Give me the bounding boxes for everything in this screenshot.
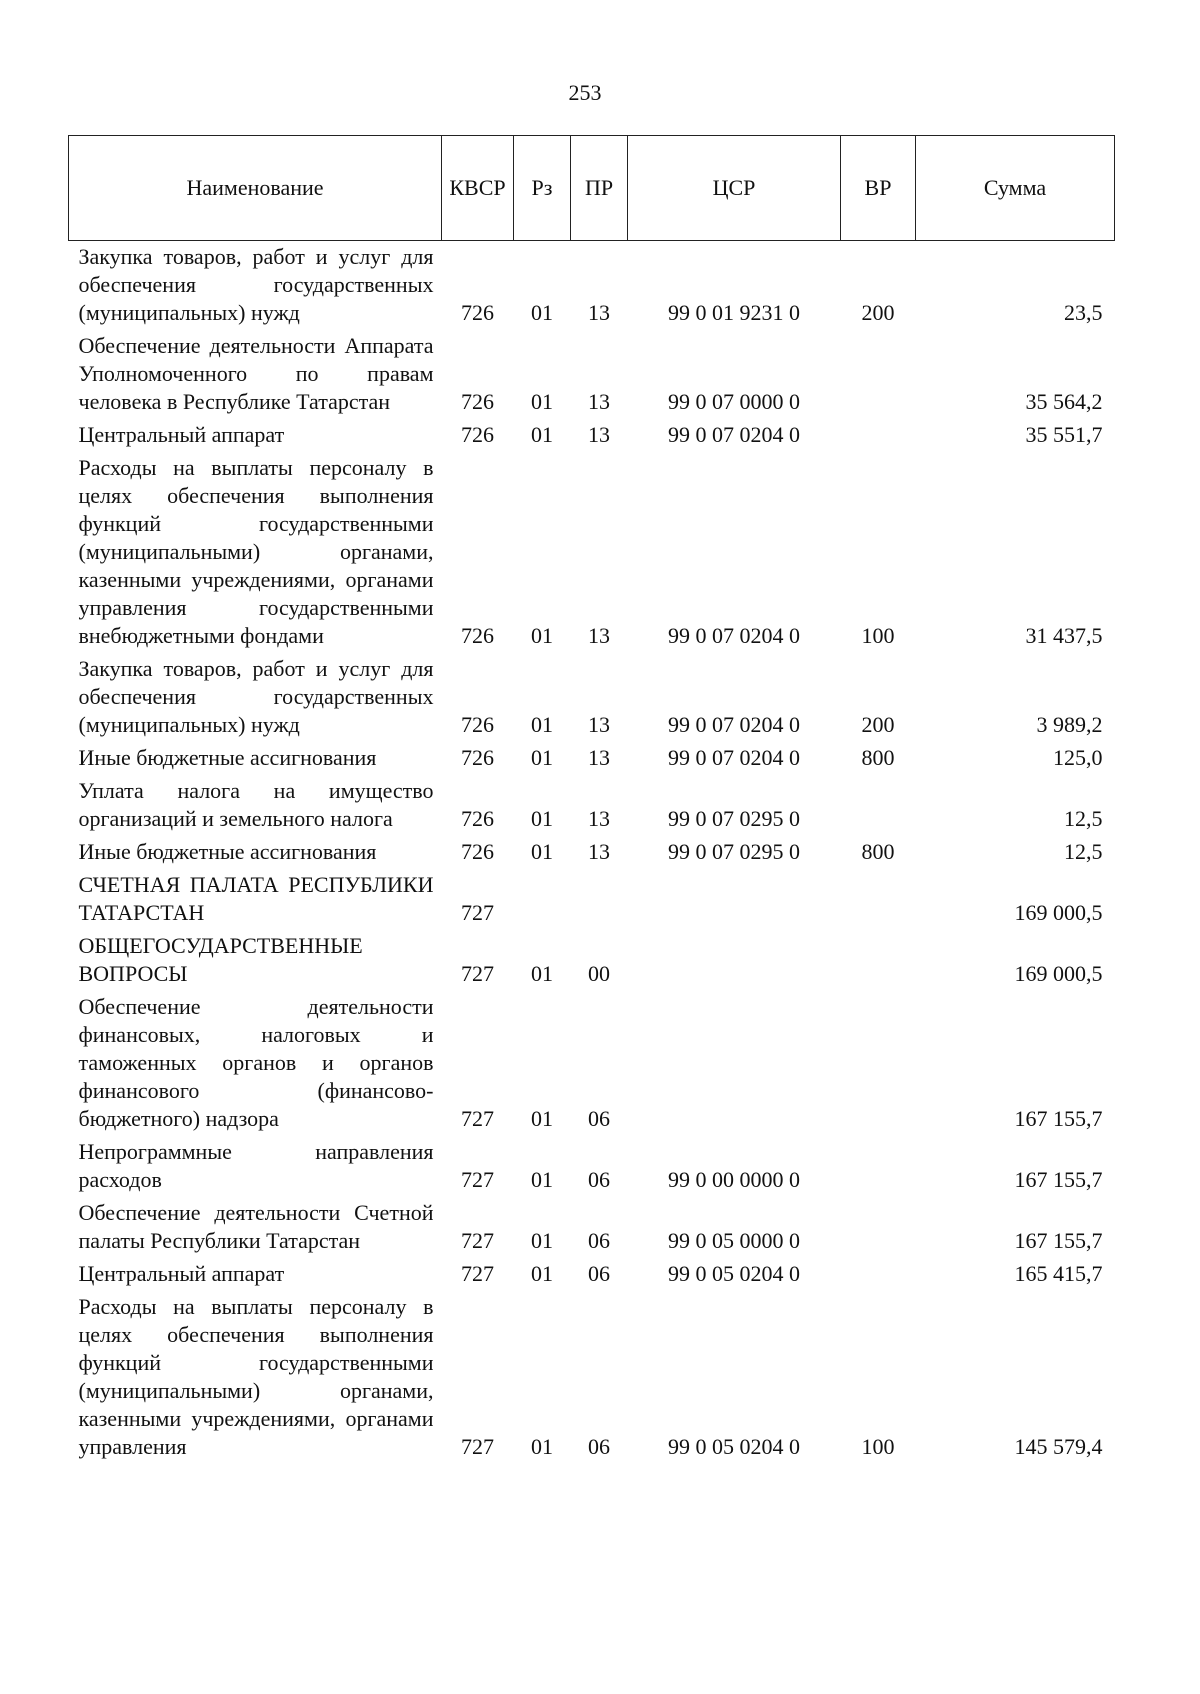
row-kvsr-cell: 726 <box>461 389 494 414</box>
table-row <box>69 775 1115 836</box>
row-csr-cell: 99 0 07 0000 0 <box>668 389 800 414</box>
row-pr-cell: 06 <box>588 1228 610 1253</box>
page-number: 253 <box>568 80 602 105</box>
row-rz-cell: 01 <box>531 712 553 737</box>
row-csr-cell: 99 0 07 0204 0 <box>668 422 800 447</box>
row-kvsr-cell: 726 <box>461 806 494 831</box>
row-csr-cell: 99 0 05 0000 0 <box>668 1228 800 1253</box>
row-csr-cell <box>628 869 841 930</box>
row-csr-cell: 99 0 07 0295 0 <box>668 839 800 864</box>
table-row <box>69 653 1115 742</box>
row-pr-cell: 13 <box>588 712 610 737</box>
table-row <box>69 836 1115 869</box>
row-sum-cell: 167 155,7 <box>1014 1167 1103 1192</box>
row-csr-cell <box>628 991 841 1136</box>
row-vr-cell: 200 <box>861 712 895 737</box>
header-kvsr: КВСР <box>442 136 514 241</box>
row-pr-cell: 06 <box>588 1167 610 1192</box>
row-kvsr-cell: 727 <box>461 961 494 986</box>
header-name: Наименование <box>69 136 442 241</box>
row-rz-cell: 01 <box>531 806 553 831</box>
row-kvsr-cell: 726 <box>461 745 494 770</box>
row-vr-cell: 100 <box>861 623 895 648</box>
row-rz-cell: 01 <box>531 422 553 447</box>
row-kvsr-cell: 727 <box>461 900 494 925</box>
row-name-cell: Центральный аппарат <box>78 422 285 447</box>
row-csr-cell: 99 0 05 0204 0 <box>668 1434 800 1459</box>
row-pr-cell: 13 <box>588 839 610 864</box>
row-sum-cell: 35 551,7 <box>1025 422 1103 447</box>
header-rz: Рз <box>514 136 571 241</box>
row-vr-cell <box>841 330 916 419</box>
row-kvsr-cell: 727 <box>461 1228 494 1253</box>
row-csr-cell: 99 0 05 0204 0 <box>668 1261 800 1286</box>
row-kvsr-cell: 726 <box>461 300 494 325</box>
row-kvsr-cell: 726 <box>461 839 494 864</box>
row-name-cell: Обеспечение деятельности Счетной палаты Республики Татарстан <box>78 1200 434 1253</box>
row-name-cell: Расходы на выплаты персоналу в целях обеспечения выполнения функций государственными (муниципальными) органами, казенными учреждениями, органами управления <box>78 1294 434 1459</box>
row-pr-cell: 13 <box>588 389 610 414</box>
row-name-cell: Центральный аппарат <box>78 1261 285 1286</box>
row-kvsr-cell: 726 <box>461 422 494 447</box>
table-row <box>69 1197 1115 1258</box>
row-rz-cell: 01 <box>531 1228 553 1253</box>
row-vr-cell <box>841 775 916 836</box>
row-name-cell: СЧЕТНАЯ ПАЛАТА РЕСПУБЛИКИ ТАТАРСТАН <box>78 872 434 925</box>
row-pr-cell: 13 <box>588 745 610 770</box>
row-pr-cell: 13 <box>588 300 610 325</box>
row-vr-cell <box>841 869 916 930</box>
row-kvsr-cell: 727 <box>461 1167 494 1192</box>
row-vr-cell: 200 <box>861 300 895 325</box>
table-row <box>69 930 1115 991</box>
row-rz-cell: 01 <box>531 623 553 648</box>
row-sum-cell: 167 155,7 <box>1014 1106 1103 1131</box>
table-row <box>69 991 1115 1136</box>
row-kvsr-cell: 727 <box>461 1106 494 1131</box>
row-sum-cell: 3 989,2 <box>1036 712 1103 737</box>
table-header-row <box>69 136 1115 241</box>
table-row <box>69 1258 1115 1291</box>
row-sum-cell: 31 437,5 <box>1025 623 1103 648</box>
table-row <box>69 419 1115 452</box>
row-csr-cell: 99 0 07 0295 0 <box>668 806 800 831</box>
row-csr-cell: 99 0 07 0204 0 <box>668 623 800 648</box>
row-sum-cell: 169 000,5 <box>1014 961 1103 986</box>
row-name-cell: ОБЩЕГОСУДАРСТВЕННЫЕ ВОПРОСЫ <box>78 933 363 986</box>
row-sum-cell: 165 415,7 <box>1014 1261 1103 1286</box>
row-csr-cell: 99 0 07 0204 0 <box>668 745 800 770</box>
row-pr-cell: 06 <box>588 1106 610 1131</box>
row-csr-cell: 99 0 01 9231 0 <box>668 300 800 325</box>
row-sum-cell: 125,0 <box>1053 745 1103 770</box>
row-vr-cell <box>841 1197 916 1258</box>
row-vr-cell <box>841 930 916 991</box>
table-row <box>69 241 1115 331</box>
row-sum-cell: 167 155,7 <box>1014 1228 1103 1253</box>
row-kvsr-cell: 726 <box>461 623 494 648</box>
table-row <box>69 742 1115 775</box>
row-pr-cell <box>571 869 628 930</box>
row-rz-cell: 01 <box>531 961 553 986</box>
row-pr-cell: 06 <box>588 1261 610 1286</box>
row-name-cell: Уплата налога на имущество организаций и земельного налога <box>78 778 434 831</box>
row-name-cell: Обеспечение деятельности Аппарата Уполномоченного по правам человека в Республике Татарстан <box>78 333 434 414</box>
row-rz-cell: 01 <box>531 1167 553 1192</box>
table-row <box>69 1136 1115 1197</box>
row-vr-cell: 800 <box>861 839 895 864</box>
row-pr-cell: 06 <box>588 1434 610 1459</box>
row-vr-cell <box>841 1136 916 1197</box>
row-rz-cell: 01 <box>531 389 553 414</box>
row-sum-cell: 23,5 <box>1064 300 1103 325</box>
row-rz-cell: 01 <box>531 745 553 770</box>
row-csr-cell: 99 0 00 0000 0 <box>668 1167 800 1192</box>
row-kvsr-cell: 727 <box>461 1434 494 1459</box>
row-pr-cell: 13 <box>588 422 610 447</box>
row-vr-cell <box>841 1258 916 1291</box>
row-rz-cell: 01 <box>531 839 553 864</box>
row-sum-cell: 169 000,5 <box>1014 900 1103 925</box>
row-name-cell: Закупка товаров, работ и услуг для обеспечения государственных (муниципальных) нужд <box>78 244 434 325</box>
row-name-cell: Расходы на выплаты персоналу в целях обеспечения выполнения функций государственными (муниципальными) органами, казенными учреждениями, органами управления государственными внебюджетными фондами <box>78 455 434 648</box>
row-kvsr-cell: 727 <box>461 1261 494 1286</box>
row-rz-cell: 01 <box>531 1261 553 1286</box>
row-sum-cell: 35 564,2 <box>1025 389 1103 414</box>
row-name-cell: Обеспечение деятельности финансовых, налоговых и таможенных органов и органов финансового (финансово-бюджетного) надзора <box>78 994 434 1131</box>
header-pr: ПР <box>571 136 628 241</box>
row-sum-cell: 145 579,4 <box>1014 1434 1103 1459</box>
row-csr-cell: 99 0 07 0204 0 <box>668 712 800 737</box>
row-name-cell: Иные бюджетные ассигнования <box>78 839 377 864</box>
row-pr-cell: 13 <box>588 806 610 831</box>
row-pr-cell: 00 <box>588 961 610 986</box>
table-row <box>69 452 1115 653</box>
row-rz-cell: 01 <box>531 1106 553 1131</box>
table-row <box>69 869 1115 930</box>
row-pr-cell: 13 <box>588 623 610 648</box>
header-sum: Сумма <box>916 136 1115 241</box>
row-vr-cell <box>841 419 916 452</box>
header-csr: ЦСР <box>628 136 841 241</box>
table-row <box>69 1291 1115 1464</box>
row-sum-cell: 12,5 <box>1064 806 1103 831</box>
row-rz-cell <box>514 869 571 930</box>
row-name-cell: Непрограммные направления расходов <box>78 1139 434 1192</box>
row-rz-cell: 01 <box>531 1434 553 1459</box>
header-vr: ВР <box>841 136 916 241</box>
row-name-cell: Закупка товаров, работ и услуг для обеспечения государственных (муниципальных) нужд <box>78 656 434 737</box>
row-vr-cell <box>841 991 916 1136</box>
row-rz-cell: 01 <box>531 300 553 325</box>
table-row <box>69 330 1115 419</box>
row-vr-cell: 800 <box>861 745 895 770</box>
row-csr-cell <box>628 930 841 991</box>
budget-table <box>68 135 1115 1464</box>
row-kvsr-cell: 726 <box>461 712 494 737</box>
row-sum-cell: 12,5 <box>1064 839 1103 864</box>
row-name-cell: Иные бюджетные ассигнования <box>78 745 377 770</box>
table-body <box>69 241 1115 1465</box>
row-vr-cell: 100 <box>861 1434 895 1459</box>
